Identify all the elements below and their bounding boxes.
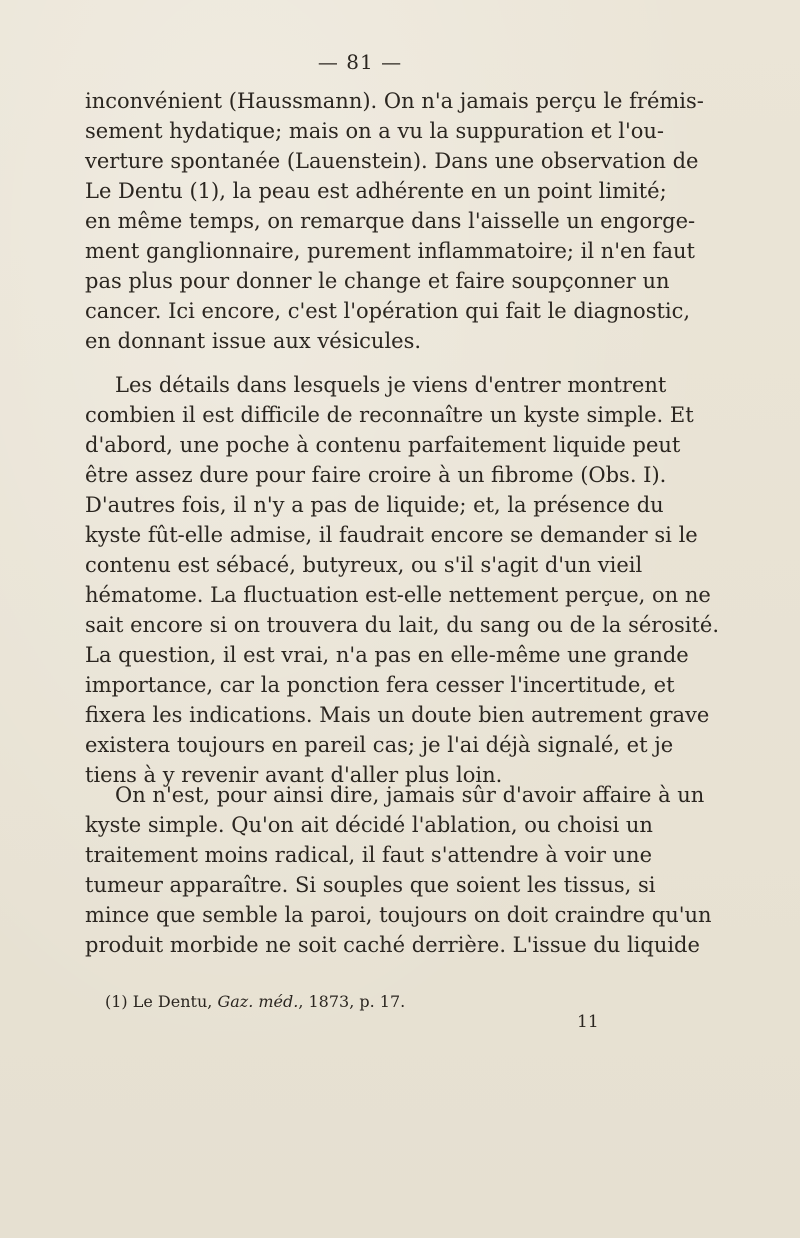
text-line: contenu est sébacé, butyreux, ou s'il s'agit d'un vieil	[85, 553, 643, 577]
text-line: être assez dure pour faire croire à un fibrome (Obs. I).	[85, 463, 667, 487]
text-line: kyste simple. Qu'on ait décidé l'ablation, ou choisi un	[85, 813, 653, 837]
text-line: en même temps, on remarque dans l'aisselle un engorge-	[85, 209, 696, 233]
text-line: en donnant issue aux vésicules.	[85, 329, 422, 353]
paragraph-3	[85, 780, 712, 960]
text-line: ment ganglionnaire, purement inflammatoire; il n'en faut	[85, 239, 695, 263]
text-line: existera toujours en pareil cas; je l'ai déjà signalé, et je	[85, 733, 674, 757]
text-line: On n'est, pour ainsi dire, jamais sûr d'avoir affaire à un	[115, 783, 705, 807]
page-number: — 81 —	[317, 50, 403, 74]
footnote	[105, 992, 405, 1011]
text-line: combien il est difficile de reconnaître un kyste simple. Et	[85, 403, 694, 427]
text-line: D'autres fois, il n'y a pas de liquide; et, la présence du	[85, 493, 664, 517]
paragraph-1	[85, 86, 704, 356]
text-line: verture spontanée (Lauenstein). Dans une observation de	[85, 149, 699, 173]
text-line: Les détails dans lesquels je viens d'entrer montrent	[115, 373, 667, 397]
footnote-author: (1) Le Dentu,	[105, 992, 218, 1011]
text-line: importance, car la ponction fera cesser l'incertitude, et	[85, 673, 675, 697]
text-line: inconvénient (Haussmann). On n'a jamais perçu le frémis-	[85, 89, 704, 113]
text-line: d'abord, une poche à contenu parfaitement liquide peut	[85, 433, 681, 457]
text-line: tiens à y revenir avant d'aller plus loin.	[85, 763, 503, 787]
text-line: traitement moins radical, il faut s'attendre à voir une	[85, 843, 653, 867]
footnote-journal: Gaz. méd.	[217, 992, 299, 1011]
text-line: sement hydatique; mais on a vu la suppuration et l'ou-	[85, 119, 665, 143]
text-line: fixera les indications. Mais un doute bien autrement grave	[85, 703, 710, 727]
text-line: sait encore si on trouvera du lait, du sang ou de la sérosité.	[85, 613, 719, 637]
text-line: tumeur apparaître. Si souples que soient les tissus, si	[85, 873, 656, 897]
text-line: produit morbide ne soit caché derrière. L'issue du liquide	[85, 933, 700, 957]
text-line: mince que semble la paroi, toujours on doit craindre qu'un	[85, 903, 712, 927]
signature-mark: 11	[577, 1012, 599, 1032]
text-line: La question, il est vrai, n'a pas en elle-même une grande	[85, 643, 689, 667]
text-line: Le Dentu (1), la peau est adhérente en un point limité;	[85, 179, 667, 203]
text-line: cancer. Ici encore, c'est l'opération qui fait le diagnostic,	[85, 299, 691, 323]
text-line: pas plus pour donner le change et faire soupçonner un	[85, 269, 670, 293]
text-line: hématome. La fluctuation est-elle nettement perçue, on ne	[85, 583, 711, 607]
paragraph-2	[85, 370, 719, 790]
footnote-citation: , 1873, p. 17.	[298, 992, 406, 1011]
text-line: kyste fût-elle admise, il faudrait encore se demander si le	[85, 523, 698, 547]
